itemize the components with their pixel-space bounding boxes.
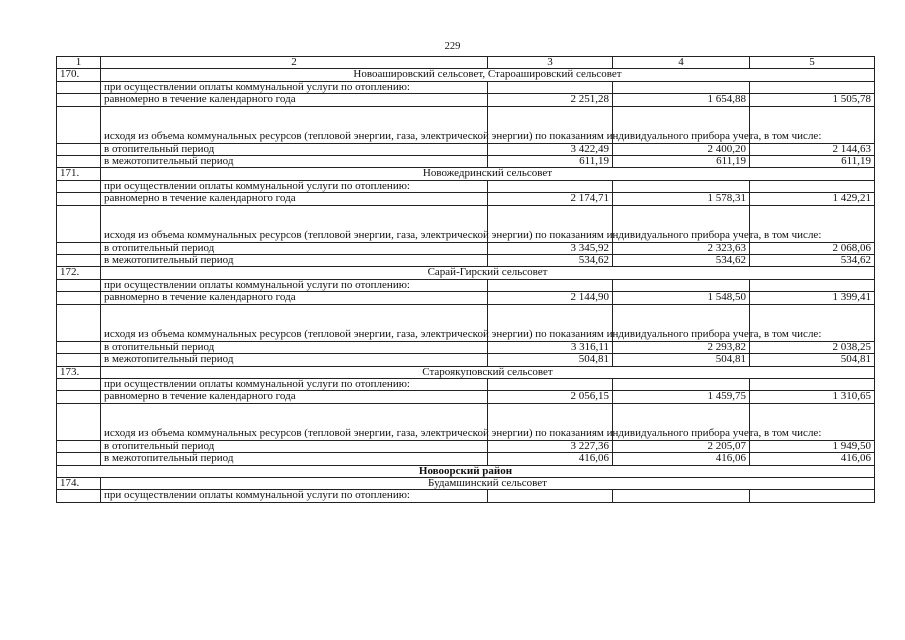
table-row (57, 94, 875, 106)
row-label: в отопительный период (101, 143, 488, 155)
value-col5: 2 038,25 (750, 341, 875, 353)
value-col4: 416,06 (613, 453, 750, 465)
table-row (57, 143, 875, 155)
column-header: 5 (750, 57, 875, 69)
value-col4: 2 400,20 (613, 143, 750, 155)
value-cell-col3 (488, 490, 613, 502)
tariff-table (56, 56, 875, 503)
value-col5: 504,81 (750, 354, 875, 366)
district-title: Новоорский район (57, 465, 875, 477)
value-col5: 1 505,78 (750, 94, 875, 106)
column-header: 4 (613, 57, 750, 69)
value-col3: 534,62 (488, 255, 613, 267)
value-col3: 2 174,71 (488, 193, 613, 205)
value-col5: 611,19 (750, 156, 875, 168)
table-row (57, 453, 875, 465)
tariff-table-body (57, 57, 875, 503)
value-col5: 534,62 (750, 255, 875, 267)
description-row (57, 81, 875, 93)
value-col5: 1 429,21 (750, 193, 875, 205)
value-cell-col4 (613, 378, 750, 390)
row-label: в межотопительный период (101, 156, 488, 168)
row-label: при осуществлении оплаты коммунальной услуги по отоплению: (101, 81, 488, 93)
row-number-cell (57, 440, 101, 452)
row-number-cell (57, 292, 101, 304)
row-number-cell (57, 378, 101, 390)
row-label: исходя из объема коммунальных ресурсов (тепловой энергии, газа, электрической энергии) по показаниям индивидуального прибора учета, в том числе: (101, 304, 488, 341)
row-label: равномерно в течение календарного года (101, 94, 488, 106)
value-col3: 2 144,90 (488, 292, 613, 304)
section-row (57, 168, 875, 180)
value-col3: 3 422,49 (488, 143, 613, 155)
table-row (57, 440, 875, 452)
district-row (57, 465, 875, 477)
section-row (57, 267, 875, 279)
column-header-row (57, 57, 875, 69)
value-col3: 611,19 (488, 156, 613, 168)
row-number-cell (57, 403, 101, 440)
value-cell-col3 (488, 378, 613, 390)
table-row (57, 341, 875, 353)
row-number-cell (57, 279, 101, 291)
table-row (57, 193, 875, 205)
row-number-cell (57, 490, 101, 502)
row-label: равномерно в течение календарного года (101, 292, 488, 304)
row-label: равномерно в течение календарного года (101, 193, 488, 205)
value-col3: 3 227,36 (488, 440, 613, 452)
row-number-cell (57, 242, 101, 254)
row-label: в межотопительный период (101, 354, 488, 366)
section-row (57, 69, 875, 81)
row-label: при осуществлении оплаты коммунальной услуги по отоплению: (101, 180, 488, 192)
value-col5: 2 068,06 (750, 242, 875, 254)
section-row (57, 477, 875, 489)
value-col3: 504,81 (488, 354, 613, 366)
row-number-cell (57, 81, 101, 93)
row-label: в межотопительный период (101, 453, 488, 465)
column-header: 3 (488, 57, 613, 69)
description-row (57, 378, 875, 390)
row-label: в отопительный период (101, 242, 488, 254)
row-number-cell (57, 354, 101, 366)
row-label: равномерно в течение календарного года (101, 391, 488, 403)
row-number-cell (57, 341, 101, 353)
row-number-cell (57, 143, 101, 155)
table-row (57, 292, 875, 304)
value-col3: 2 056,15 (488, 391, 613, 403)
row-number: 173. (57, 366, 101, 378)
table-row (57, 391, 875, 403)
value-col3: 3 345,92 (488, 242, 613, 254)
table-row (57, 156, 875, 168)
row-number-cell (57, 304, 101, 341)
description-row (57, 106, 875, 143)
value-cell-col5 (750, 378, 875, 390)
row-label: исходя из объема коммунальных ресурсов (тепловой энергии, газа, электрической энергии) по показаниям индивидуального прибора учета, в том числе: (101, 403, 488, 440)
table-row (57, 242, 875, 254)
table-row (57, 354, 875, 366)
description-row (57, 180, 875, 192)
row-number-cell (57, 453, 101, 465)
section-title: Староякуповский сельсовет (101, 366, 875, 378)
value-col4: 2 323,63 (613, 242, 750, 254)
row-number: 172. (57, 267, 101, 279)
value-cell-col3 (488, 81, 613, 93)
row-number-cell (57, 106, 101, 143)
row-label: в отопительный период (101, 341, 488, 353)
value-col5: 1 399,41 (750, 292, 875, 304)
value-col4: 1 459,75 (613, 391, 750, 403)
description-row (57, 279, 875, 291)
value-col4: 1 654,88 (613, 94, 750, 106)
value-col5: 2 144,63 (750, 143, 875, 155)
section-title: Новоашировский сельсовет, Староашировский сельсовет (101, 69, 875, 81)
value-col3: 416,06 (488, 453, 613, 465)
row-number-cell (57, 94, 101, 106)
section-title: Новожедринский сельсовет (101, 168, 875, 180)
column-header: 1 (57, 57, 101, 69)
row-number: 171. (57, 168, 101, 180)
value-cell-col4 (613, 81, 750, 93)
value-cell-col5 (750, 180, 875, 192)
page-number: 229 (444, 41, 461, 52)
row-number-cell (57, 205, 101, 242)
value-cell-col5 (750, 490, 875, 502)
row-number: 174. (57, 477, 101, 489)
description-row (57, 403, 875, 440)
value-cell-col4 (613, 490, 750, 502)
row-number-cell (57, 180, 101, 192)
description-row (57, 205, 875, 242)
section-title: Будамшинский сельсовет (101, 477, 875, 489)
value-col4: 611,19 (613, 156, 750, 168)
table-row (57, 255, 875, 267)
value-cell-col3 (488, 180, 613, 192)
description-row (57, 490, 875, 502)
value-cell-col3 (488, 279, 613, 291)
row-number-cell (57, 156, 101, 168)
value-cell-col5 (750, 81, 875, 93)
value-col5: 1 310,65 (750, 391, 875, 403)
value-col4: 504,81 (613, 354, 750, 366)
value-cell-col4 (613, 279, 750, 291)
row-label: при осуществлении оплаты коммунальной услуги по отоплению: (101, 279, 488, 291)
section-title: Сарай-Гирский сельсовет (101, 267, 875, 279)
value-col4: 1 548,50 (613, 292, 750, 304)
row-number-cell (57, 255, 101, 267)
row-label: в межотопительный период (101, 255, 488, 267)
value-cell-col4 (613, 180, 750, 192)
row-number-cell (57, 193, 101, 205)
value-col4: 534,62 (613, 255, 750, 267)
row-number-cell (57, 391, 101, 403)
row-label: при осуществлении оплаты коммунальной услуги по отоплению: (101, 490, 488, 502)
value-col4: 2 205,07 (613, 440, 750, 452)
row-label: исходя из объема коммунальных ресурсов (тепловой энергии, газа, электрической энергии) по показаниям индивидуального прибора учета, в том числе: (101, 106, 488, 143)
description-row (57, 304, 875, 341)
column-header: 2 (101, 57, 488, 69)
row-label: исходя из объема коммунальных ресурсов (тепловой энергии, газа, электрической энергии) по показаниям индивидуального прибора учета, в том числе: (101, 205, 488, 242)
section-row (57, 366, 875, 378)
value-col3: 3 316,11 (488, 341, 613, 353)
value-col3: 2 251,28 (488, 94, 613, 106)
value-col5: 416,06 (750, 453, 875, 465)
value-col4: 2 293,82 (613, 341, 750, 353)
row-label: в отопительный период (101, 440, 488, 452)
value-col4: 1 578,31 (613, 193, 750, 205)
value-cell-col5 (750, 279, 875, 291)
row-number: 170. (57, 69, 101, 81)
row-label: при осуществлении оплаты коммунальной услуги по отоплению: (101, 378, 488, 390)
value-col5: 1 949,50 (750, 440, 875, 452)
